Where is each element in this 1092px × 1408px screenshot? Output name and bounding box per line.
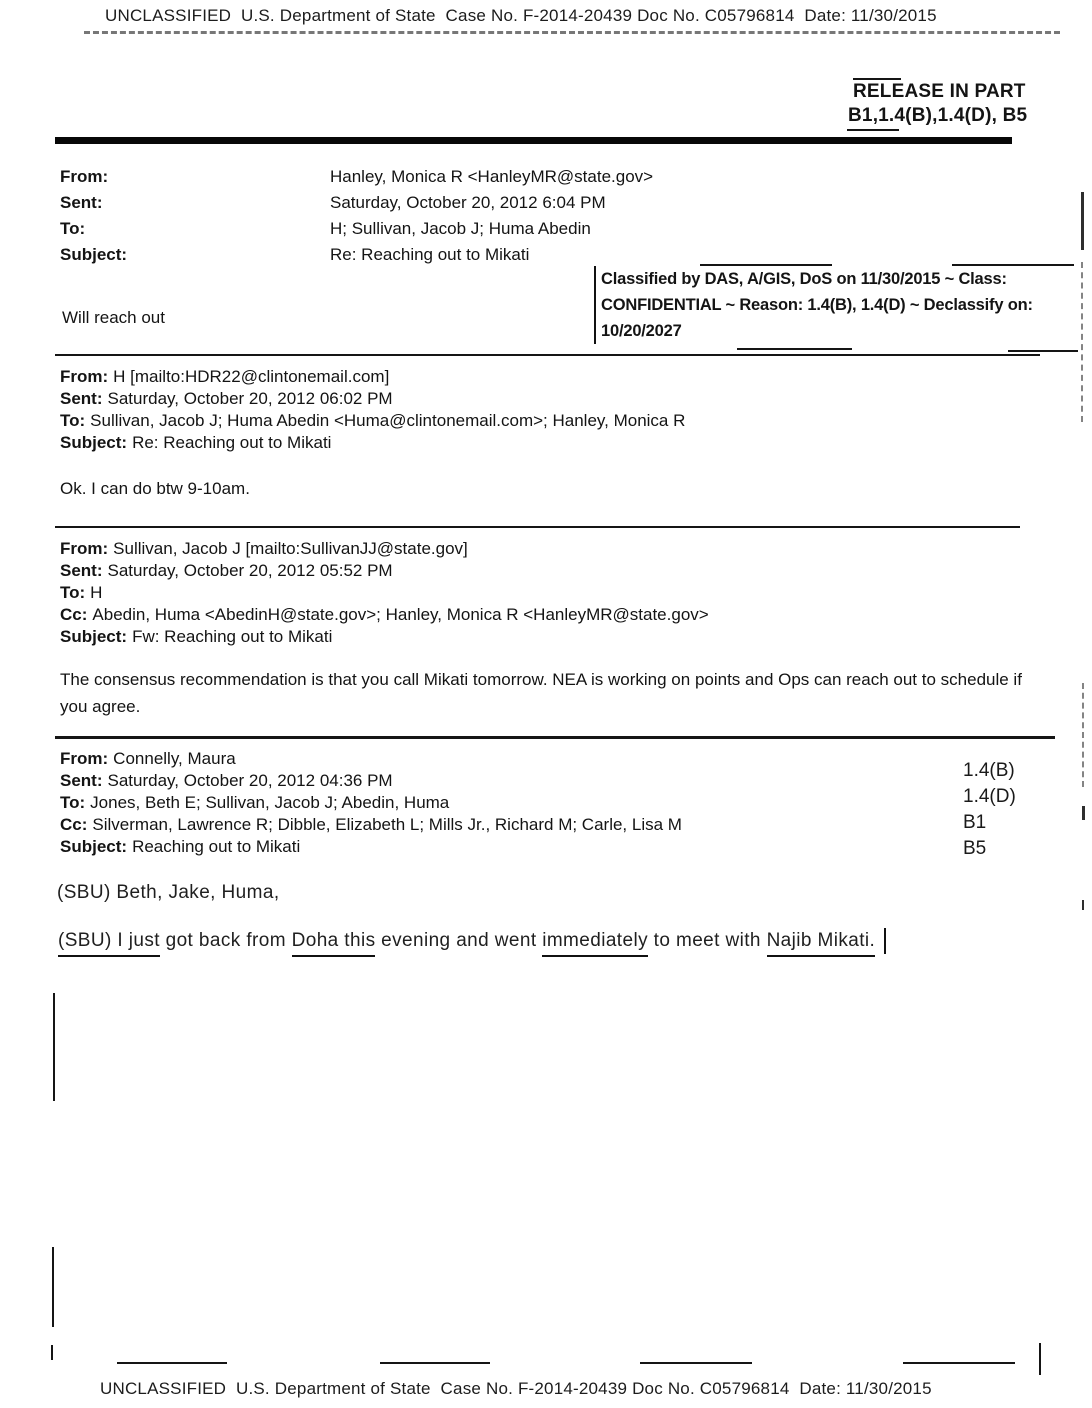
header-field-value: Sullivan, Jacob J [mailto:SullivanJJ@state.gov]: [113, 539, 468, 558]
scan-artifact-vertical-line: [51, 1345, 53, 1360]
header-field-label: Cc:: [60, 605, 88, 624]
header-field-label: To:: [60, 583, 86, 602]
header-divider-dashed-line: [84, 31, 1060, 34]
email2-header-block: [60, 366, 685, 454]
margin-code: 1.4(D): [963, 786, 1016, 807]
sentence-segment: to meet with: [647, 930, 767, 952]
header-field-value: Saturday, October 20, 2012 05:52 PM: [107, 561, 393, 580]
page-header-banner: UNCLASSIFIED U.S. Department of State Case No. F-2014-20439 Doc No. C05796814 Date: 11/30/2015: [105, 6, 937, 25]
release-stamp: [848, 80, 1027, 128]
thick-separator-bar: [55, 137, 1012, 144]
header-field-label: Subject:: [60, 433, 128, 452]
email-header-row: [60, 814, 682, 836]
release-stamp-line2: B1,1.4(B),1.4(D), B5: [848, 105, 1028, 126]
email-header-row: [60, 538, 709, 560]
sentence-segment-underlined: immediately: [542, 930, 648, 957]
header-field-label: Cc:: [60, 815, 88, 834]
email-header-row: [60, 792, 682, 814]
email-header-row: [60, 193, 653, 219]
scan-artifact-line-segment: [903, 1362, 1015, 1364]
scan-artifact-underscore: [1008, 350, 1078, 352]
header-field-value: Re: Reaching out to Mikati: [330, 245, 530, 264]
release-stamp-line1: RELEASE IN PART: [853, 81, 1026, 102]
classification-box: Classified by DAS, A/GIS, DoS on 11/30/2015 ~ Class: CONFIDENTIAL ~ Reason: 1.4(B), 1.4(D) ~ Declassify on: 10/20/2027: [594, 266, 1075, 344]
header-field-label: To:: [60, 411, 86, 430]
email2-body: Ok. I can do btw 9-10am.: [60, 479, 250, 498]
email-header-row: [60, 748, 682, 770]
header-field-label: To:: [60, 219, 86, 238]
header-field-label: From:: [60, 167, 109, 186]
email-header-row: [60, 167, 653, 193]
sentence-segment: got back from: [159, 930, 292, 952]
header-field-value: Sullivan, Jacob J; Huma Abedin <Huma@clintonemail.com>; Hanley, Monica R: [90, 411, 686, 430]
header-field-value: Re: Reaching out to Mikati: [132, 433, 332, 452]
email1-body: Will reach out: [62, 308, 165, 327]
header-field-label: To:: [60, 793, 86, 812]
scan-artifact-vertical-line: [1082, 806, 1085, 820]
email3-header-block: [60, 538, 709, 648]
header-field-label: From:: [60, 749, 109, 768]
section-divider: [55, 354, 1040, 356]
scan-artifact-line-segment: [380, 1362, 490, 1364]
margin-code: B5: [963, 838, 987, 859]
email-header-row: [60, 582, 709, 604]
sentence-segment-underlined: (SBU) I just: [58, 930, 160, 957]
scan-artifact-vertical-mark: [884, 928, 886, 954]
scan-artifact-line-segment: [640, 1362, 752, 1364]
email-header-row: [60, 245, 653, 271]
scan-artifact-line-segment: [117, 1362, 227, 1364]
scan-artifact-overline: [700, 264, 832, 266]
email4-header-block: [60, 748, 682, 858]
sentence-segment-underlined: Najib Mikati.: [767, 930, 876, 957]
scan-artifact-vertical-line: [53, 993, 55, 1101]
header-field-value: Silverman, Lawrence R; Dibble, Elizabeth L; Mills Jr., Richard M; Carle, Lisa M: [92, 815, 682, 834]
email-header-row: [60, 388, 685, 410]
email-header-row: [60, 836, 682, 858]
scan-artifact-vertical-line: [52, 1247, 54, 1327]
section-divider: [55, 736, 1055, 739]
header-field-value: Fw: Reaching out to Mikati: [132, 627, 333, 646]
header-field-label: Sent:: [60, 389, 103, 408]
section-divider: [55, 526, 1020, 528]
margin-code: 1.4(B): [963, 760, 1015, 781]
header-field-value: Saturday, October 20, 2012 06:02 PM: [107, 389, 393, 408]
email-header-row: [60, 410, 685, 432]
page-footer-banner: UNCLASSIFIED U.S. Department of State Case No. F-2014-20439 Doc No. C05796814 Date: 11/30/2015: [100, 1379, 932, 1398]
scan-artifact-underline: [847, 129, 899, 131]
header-field-value: Connelly, Maura: [113, 749, 236, 768]
scan-artifact-vertical-line: [1082, 900, 1084, 910]
scan-artifact-vertical-line: [1081, 192, 1084, 250]
margin-classification-codes: [963, 758, 1016, 862]
header-field-label: Sent:: [60, 771, 103, 790]
email1-header-block: [60, 167, 653, 271]
scan-artifact-overline: [952, 264, 1074, 266]
header-field-label: Subject:: [60, 627, 128, 646]
header-field-value: H; Sullivan, Jacob J; Huma Abedin: [330, 219, 591, 238]
header-field-value: Hanley, Monica R <HanleyMR@state.gov>: [330, 167, 654, 186]
scan-artifact-vertical-line: [1039, 1343, 1041, 1375]
email-header-row: [60, 604, 709, 626]
email-header-row: [60, 432, 685, 454]
email-header-row: [60, 770, 682, 792]
header-field-value: H: [90, 583, 103, 602]
header-field-value: Reaching out to Mikati: [132, 837, 301, 856]
margin-code: B1: [963, 812, 987, 833]
email4-sentence: [58, 928, 886, 954]
header-field-label: Subject:: [60, 245, 128, 264]
scan-artifact-dashed-line: [1082, 683, 1084, 787]
header-field-value: Saturday, October 20, 2012 04:36 PM: [107, 771, 393, 790]
header-field-label: From:: [60, 367, 109, 386]
header-field-label: Sent:: [60, 193, 103, 212]
scan-artifact-dashed-line: [1081, 262, 1083, 422]
email-header-row: [60, 626, 709, 648]
email-header-row: [60, 366, 685, 388]
email4-greeting: (SBU) Beth, Jake, Huma,: [57, 882, 280, 903]
header-field-label: Sent:: [60, 561, 103, 580]
scan-artifact-overline: [853, 78, 901, 80]
header-field-value: H [mailto:HDR22@clintonemail.com]: [113, 367, 390, 386]
header-field-value: Saturday, October 20, 2012 6:04 PM: [330, 193, 606, 212]
header-field-label: From:: [60, 539, 109, 558]
header-field-value: Abedin, Huma <AbedinH@state.gov>; Hanley, Monica R <HanleyMR@state.gov>: [92, 605, 709, 624]
email3-body: The consensus recommendation is that you call Mikati tomorrow. NEA is working on points and Ops can reach out to schedule if you agree.: [60, 670, 1022, 716]
scan-artifact-underscore: [737, 348, 852, 350]
header-field-label: Subject:: [60, 837, 128, 856]
header-field-value: Jones, Beth E; Sullivan, Jacob J; Abedin, Huma: [90, 793, 450, 812]
email-header-row: [60, 560, 709, 582]
sentence-segment-underlined: Doha this: [292, 930, 376, 957]
sentence-segment: evening and went: [375, 930, 543, 952]
email-header-row: [60, 219, 653, 245]
